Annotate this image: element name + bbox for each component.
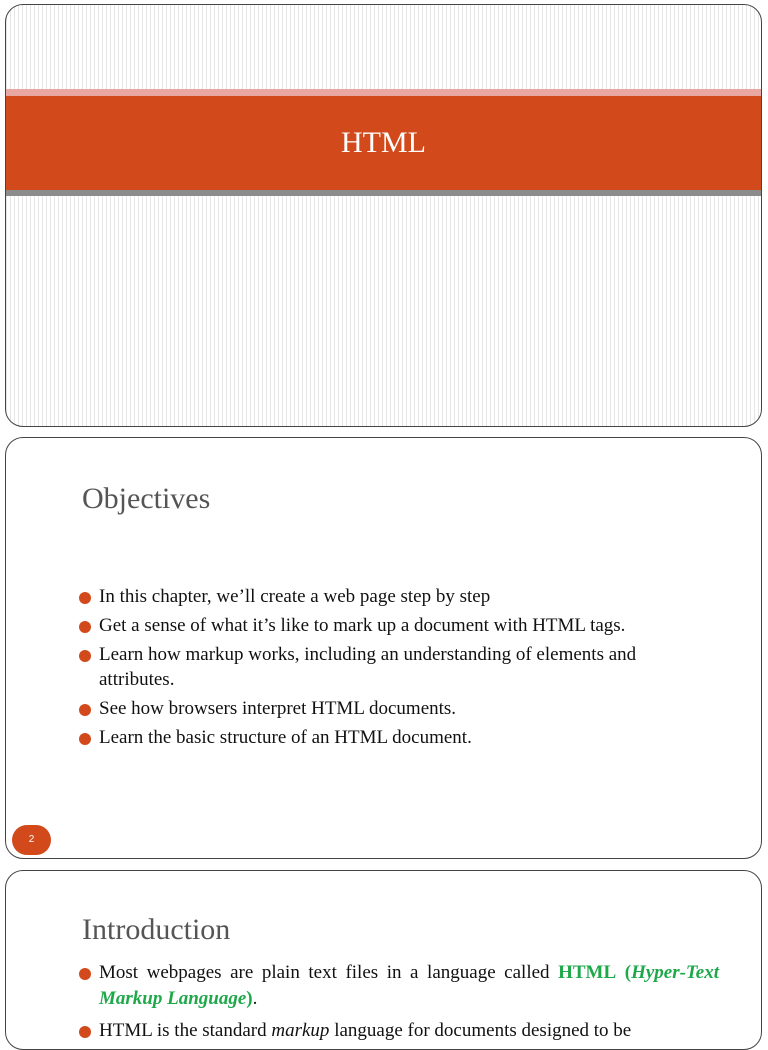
slide-number-badge: 2 bbox=[12, 825, 51, 855]
bullet-text: Most webpages are plain text files in a language called bbox=[99, 962, 559, 983]
list-item bbox=[6, 613, 761, 638]
bullet-dot-icon bbox=[79, 704, 91, 716]
slide-heading: Objectives bbox=[82, 482, 211, 515]
open-paren: ( bbox=[624, 962, 632, 983]
bullet-text: In this chapter, we’ll create a web page step by step bbox=[99, 586, 491, 607]
list-item bbox=[6, 642, 761, 692]
objectives-slide bbox=[5, 437, 762, 859]
introduction-slide bbox=[5, 870, 762, 1050]
bullet-dot-icon bbox=[79, 592, 91, 604]
bullet-dot-icon bbox=[79, 1026, 91, 1038]
bullet-text: Learn the basic structure of an HTML document. bbox=[99, 727, 472, 748]
list-item bbox=[6, 960, 761, 1012]
bullet-dot-icon bbox=[79, 650, 91, 662]
list-item bbox=[6, 584, 761, 609]
bullet-dot-icon bbox=[79, 733, 91, 745]
bullet-text: See how browsers interpret HTML documents. bbox=[99, 698, 457, 719]
html-expansion: Hyper-Text Markup Language bbox=[99, 962, 720, 1009]
bullet-dot-icon bbox=[79, 968, 91, 980]
slide-title: HTML bbox=[341, 126, 426, 159]
title-band-top-stripe bbox=[6, 89, 761, 96]
title-slide bbox=[5, 4, 762, 427]
bullet-text: Learn how markup works, including an understanding of elements and attributes. bbox=[99, 644, 637, 690]
bullet-list bbox=[6, 584, 761, 754]
close-paren: ) bbox=[246, 988, 253, 1009]
list-item bbox=[6, 696, 761, 721]
bullet-text: Get a sense of what it’s like to mark up a document with HTML tags. bbox=[99, 615, 626, 636]
list-item bbox=[6, 725, 761, 750]
bullet-list bbox=[6, 960, 761, 1050]
slide-heading: Introduction bbox=[82, 913, 231, 946]
markup-term: markup bbox=[271, 1020, 330, 1041]
title-band-bottom-stripe bbox=[6, 190, 761, 196]
list-item bbox=[6, 1018, 761, 1044]
sentence-end: . bbox=[252, 988, 258, 1009]
html-term: HTML bbox=[558, 962, 617, 983]
bullet-dot-icon bbox=[79, 621, 91, 633]
bullet-text-continued: language for documents designed to be bbox=[329, 1020, 632, 1041]
bullet-text: HTML is the standard bbox=[99, 1020, 272, 1041]
